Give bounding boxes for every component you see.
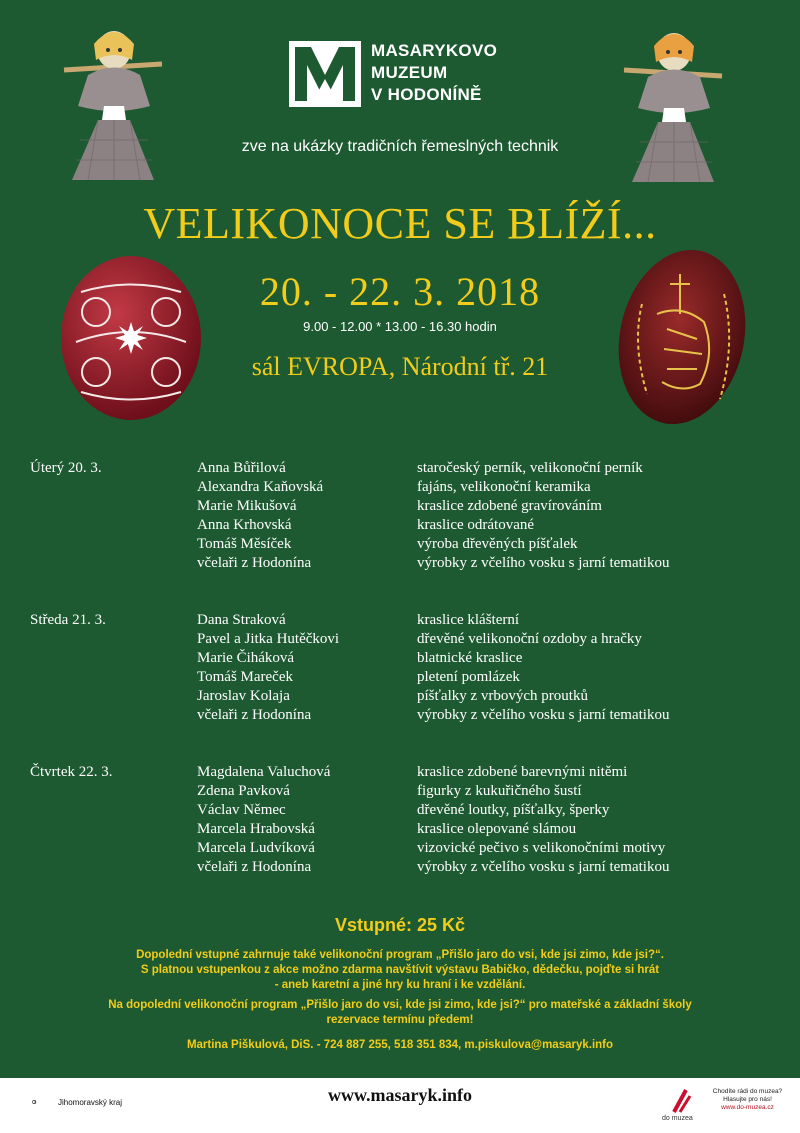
museum-name-line2: MUZEUM bbox=[371, 63, 448, 82]
exhibitor-name: Alexandra Kaňovská bbox=[197, 479, 324, 495]
day-label: Úterý 20. 3. bbox=[30, 460, 102, 476]
do-muzea-vote: Hlasujte pro nás! bbox=[723, 1096, 772, 1103]
school-info-line: Na dopolední velikonoční program „Přišlo jaro do vsi, kde jsi zimo, kde jsi?“ pro mateřské a základní školy bbox=[108, 999, 692, 1011]
schedule-row bbox=[30, 459, 790, 478]
exhibitor-name: Pavel a Jitka Hutěčkovi bbox=[197, 631, 340, 647]
craft-description: výrobky z včelího vosku s jarní tematikou bbox=[417, 707, 670, 723]
exhibitor-name: včelaři z Hodonína bbox=[197, 555, 312, 571]
day-block-wednesday bbox=[30, 611, 790, 725]
day-block-thursday bbox=[30, 763, 790, 877]
exhibitor-name: Marie Čiháková bbox=[197, 650, 295, 666]
craft-description: kraslice olepované slámou bbox=[417, 821, 577, 837]
program-info-line: S platnou vstupenkou z akce možno zdarma navštívit výstavu Babičko, dědečku, pojďte si hrát bbox=[140, 964, 660, 976]
contact-info: Martina Piškulová, DiS. - 724 887 255, 518 351 834, m.piskulova@masaryk.info bbox=[186, 1039, 614, 1051]
region-name: Jihomoravský kraj bbox=[58, 1098, 123, 1107]
schedule-row bbox=[30, 763, 790, 782]
craft-description: kraslice klášterní bbox=[417, 612, 520, 628]
craft-description: dřevěné velikonoční ozdoby a hračky bbox=[417, 631, 642, 647]
schedule-row bbox=[30, 611, 790, 630]
day-block-tuesday bbox=[30, 459, 790, 573]
tagline: zve na ukázky tradičních řemeslných technik bbox=[241, 138, 559, 155]
do-muzea-name: do muzea bbox=[662, 1115, 693, 1122]
exhibitor-name: Marcela Ludvíková bbox=[197, 840, 315, 856]
schedule-row bbox=[30, 706, 790, 725]
program-info-line: Dopolední vstupné zahrnuje také velikonoční program „Přišlo jaro do vsi, kde jsi zimo, kde jsi?“. bbox=[136, 949, 664, 961]
admission-price: Vstupné: 25 Kč bbox=[334, 915, 466, 935]
straw-doll-right-icon bbox=[618, 22, 730, 192]
craft-description: kraslice odrátované bbox=[417, 517, 535, 533]
craft-description: staročeský perník, velikonoční perník bbox=[417, 460, 643, 476]
exhibitor-name: včelaři z Hodonína bbox=[197, 859, 312, 875]
schedule-row bbox=[30, 497, 790, 516]
do-muzea-campaign bbox=[700, 1088, 795, 1112]
schedule-row bbox=[30, 478, 790, 497]
exhibitor-name: Anna Krhovská bbox=[197, 517, 292, 533]
straw-doll-left-icon bbox=[58, 20, 170, 190]
craft-description: pletení pomlázek bbox=[417, 669, 520, 685]
craft-description: kraslice zdobené barevnými nitěmi bbox=[417, 764, 628, 780]
do-muzea-logo-icon bbox=[664, 1088, 698, 1118]
craft-description: výrobky z včelího vosku s jarní tematikou bbox=[417, 555, 670, 571]
museum-name-line1: MASARYKOVO bbox=[371, 41, 498, 60]
schedule-row bbox=[30, 839, 790, 858]
schedule-row bbox=[30, 687, 790, 706]
school-reservation-info bbox=[20, 998, 780, 1028]
exhibitor-name: Zdena Pavková bbox=[197, 783, 290, 799]
do-muzea-question: Chodíte rádi do muzea? bbox=[712, 1088, 783, 1095]
program-info-line: - aneb karetní a jiné hry ku hraní i ke vzdělání. bbox=[274, 979, 526, 991]
craft-description: píšťalky z vrbových proutků bbox=[417, 688, 588, 704]
schedule-row bbox=[30, 535, 790, 554]
craft-description: figurky z kukuřičného šustí bbox=[417, 783, 582, 799]
craft-description: dřevěné loutky, píšťalky, šperky bbox=[417, 802, 610, 818]
program-info bbox=[20, 948, 780, 993]
schedule-row bbox=[30, 649, 790, 668]
venue: sál EVROPA, Národní tř. 21 bbox=[251, 352, 549, 381]
exhibitor-name: Magdalena Valuchová bbox=[197, 764, 331, 780]
exhibitor-name: Tomáš Mareček bbox=[197, 669, 293, 685]
website-link[interactable]: www.masaryk.info bbox=[327, 1085, 472, 1105]
museum-name bbox=[371, 40, 497, 106]
museum-logo-icon bbox=[289, 41, 361, 107]
craft-description: blatnické kraslice bbox=[417, 650, 523, 666]
schedule-row bbox=[30, 782, 790, 801]
exhibitor-name: Marie Mikušová bbox=[197, 498, 297, 514]
schedule-row bbox=[30, 516, 790, 535]
craft-description: vizovické pečivo s velikonočními motivy bbox=[417, 840, 666, 856]
exhibitor-name: Dana Straková bbox=[197, 612, 286, 628]
craft-description: výroba dřevěných píšťalek bbox=[417, 536, 578, 552]
craft-description: výrobky z včelího vosku s jarní tematikou bbox=[417, 859, 670, 875]
event-dates: 20. - 22. 3. 2018 bbox=[259, 269, 541, 314]
exhibitor-name: Tomáš Měsíček bbox=[197, 536, 292, 552]
day-label: Středa 21. 3. bbox=[30, 612, 106, 628]
exhibitor-name: Anna Bůřilová bbox=[197, 460, 286, 476]
schedule-row bbox=[30, 668, 790, 687]
schedule-row bbox=[30, 858, 790, 877]
craft-description: fajáns, velikonoční keramika bbox=[417, 479, 591, 495]
event-title: VELIKONOCE SE BLÍŽÍ... bbox=[143, 199, 657, 248]
schedule bbox=[30, 459, 790, 915]
exhibitor-name: Jaroslav Kolaja bbox=[197, 688, 290, 704]
school-info-line: rezervace termínu předem! bbox=[326, 1014, 474, 1026]
schedule-row bbox=[30, 801, 790, 820]
exhibitor-name: včelaři z Hodonína bbox=[197, 707, 312, 723]
exhibitor-name: Marcela Hrabovská bbox=[197, 821, 315, 837]
schedule-row bbox=[30, 820, 790, 839]
day-label: Čtvrtek 22. 3. bbox=[30, 764, 113, 780]
do-muzea-url[interactable]: www.do-muzea.cz bbox=[721, 1104, 774, 1111]
craft-description: kraslice zdobené gravírováním bbox=[417, 498, 602, 514]
opening-hours: 9.00 - 12.00 * 13.00 - 16.30 hodin bbox=[303, 319, 497, 334]
exhibitor-name: Václav Němec bbox=[197, 802, 286, 818]
schedule-row bbox=[30, 630, 790, 649]
museum-name-line3: V HODONÍNĚ bbox=[371, 85, 482, 104]
schedule-row bbox=[30, 554, 790, 573]
